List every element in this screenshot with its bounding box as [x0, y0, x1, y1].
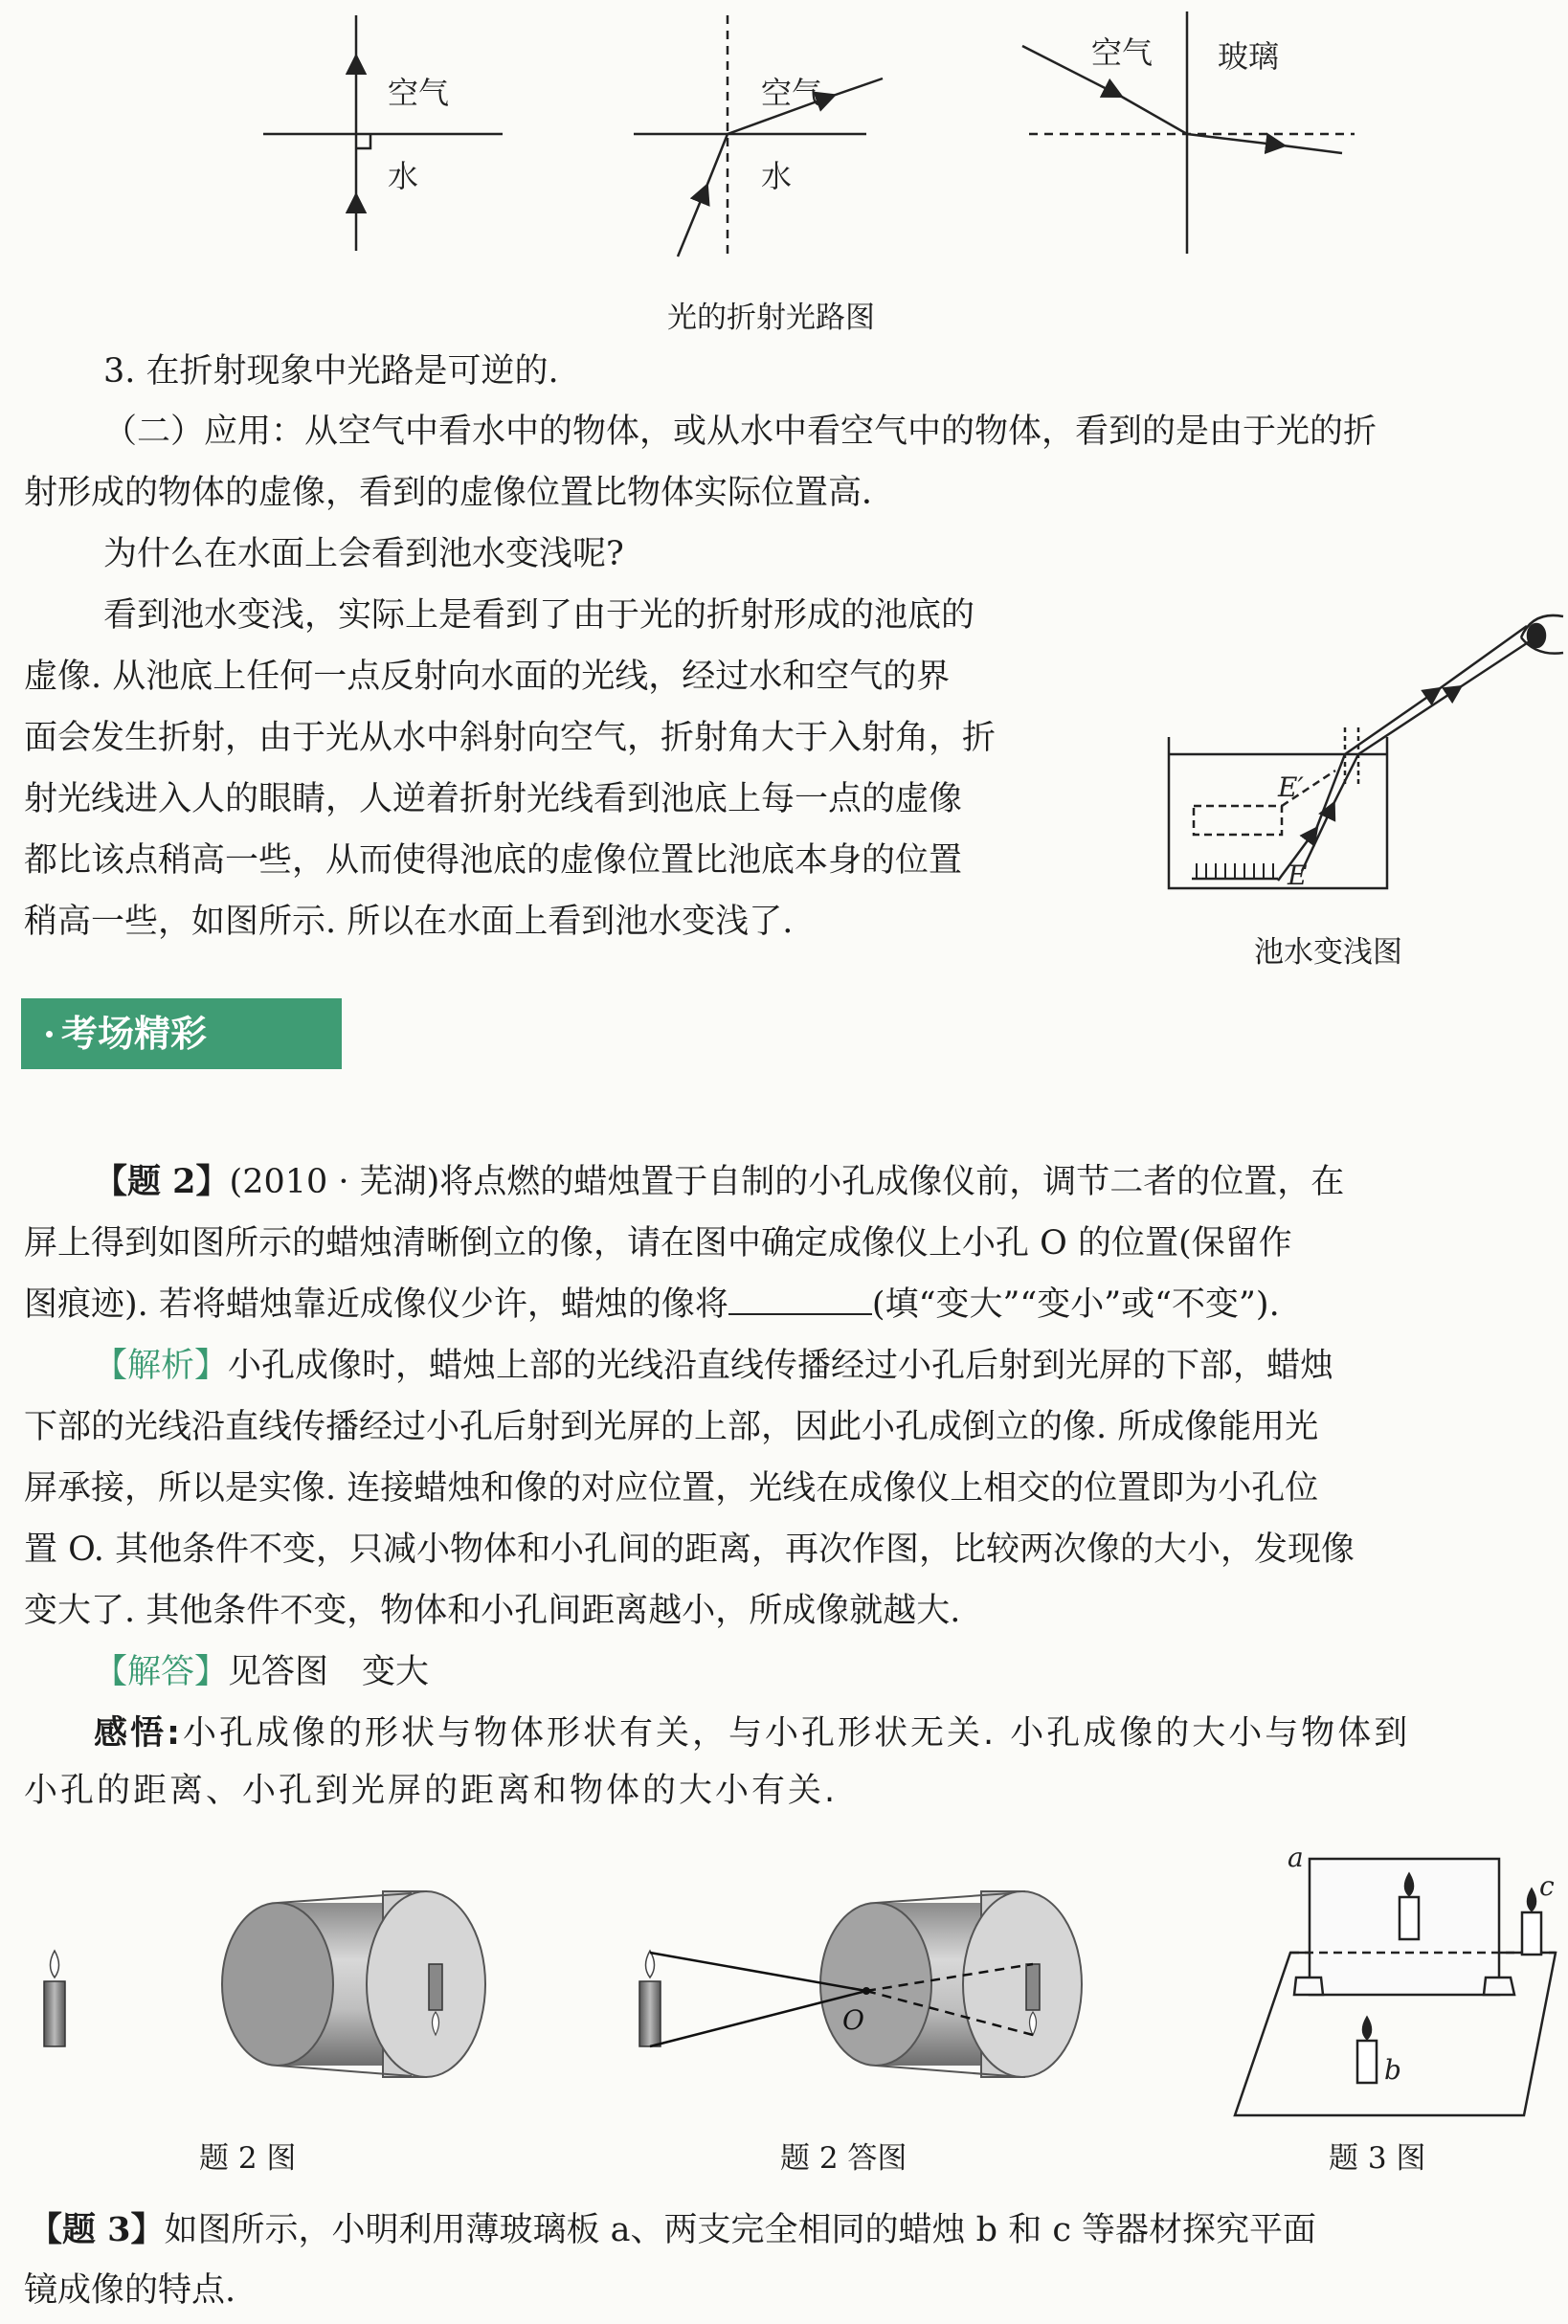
refraction-diagram-glass [1022, 11, 1355, 254]
label-a: a [1288, 1842, 1304, 1873]
answer-blank[interactable] [728, 1285, 872, 1315]
pinhole-point [862, 1987, 870, 1995]
section-title [21, 998, 342, 1069]
analysis-tag: 【解析】 [94, 1347, 229, 1385]
answer-text: 见答图 变大 [228, 1653, 430, 1691]
analysis-line-5: 变大了. 其他条件不变，物体和小孔间距离越小，所成像就越大. [24, 1592, 961, 1630]
application-line-1: （二）应用：从空气中看水中的物体，或从水中看空气中的物体，看到的是由于光的折 [103, 413, 1378, 451]
q2-line-3-options: (填“变大”“变小”或“不变”). [871, 1285, 1280, 1324]
application-line-2: 射形成的物体的虚像，看到的虚像位置比物体实际位置高． [24, 474, 896, 512]
virtual-bottom [1194, 806, 1282, 835]
insight-line-2: 小孔的距离、小孔到光屏的距离和物体的大小有关. [24, 1772, 839, 1810]
d1-air-label: 空气 [388, 75, 450, 111]
eye-icon [1521, 615, 1563, 654]
label-o: O [842, 2004, 864, 2036]
d1-water-label: 水 [388, 158, 419, 194]
d3-air-label: 空气 [1091, 34, 1154, 71]
candle-b [1357, 2018, 1377, 2083]
candle-icon [639, 1951, 661, 2046]
answer-tag: 【解答】 [94, 1653, 229, 1691]
insight-line-1 [94, 1711, 1410, 1755]
label-b: b [1384, 2054, 1401, 2086]
insight-tag: 感悟: [94, 1714, 183, 1753]
q3-figure-caption: 题 3 图 [1329, 2141, 1426, 2176]
label-e: E [1288, 860, 1308, 891]
q2-figure-caption: 题 2 图 [199, 2141, 297, 2176]
bottom-figures [0, 1838, 1568, 2154]
q2-line-2: 屏上得到如图所示的蜡烛清晰倒立的像，请在图中确定成像仪上小孔 O 的位置(保留作 [24, 1224, 1292, 1263]
q3-line-1-text: 如图所示，小明利用薄玻璃板 a、两支完全相同的蜡烛 b 和 c 等器材探究平面 [164, 2211, 1317, 2249]
label-c: c [1539, 1870, 1555, 1902]
refraction-diagram-oblique [634, 15, 883, 257]
analysis-line-2: 下部的光线沿直线传播经过小孔后射到光屏的上部，因此小孔成倒立的像. 所成像能用光 [24, 1408, 1319, 1446]
refraction-diagram-normal [263, 15, 503, 251]
d2-water-label: 水 [761, 158, 793, 194]
q3-line-1 [29, 2208, 1316, 2252]
d3-glass-label: 玻璃 [1218, 38, 1280, 75]
q3-line-2: 镜成像的特点. [24, 2271, 236, 2310]
candle-c-outside [1522, 1889, 1541, 1955]
pinhole-camera [820, 1891, 1082, 2077]
analysis-line-4: 置 O. 其他条件不变，只减小物体和小孔间的距离，再次作图，比较两次像的大小，发现像 [24, 1531, 1355, 1569]
candle-icon [44, 1951, 65, 2046]
analysis-line-1-text: 小孔成像时，蜡烛上部的光线沿直线传播经过小孔后射到光屏的下部，蜡烛 [228, 1347, 1334, 1385]
pool-line-4: 射光线进入人的眼睛，人逆着折射光线看到池底上每一点的虚像 [24, 780, 963, 818]
pool-line-6: 稍高一些，如图所示. 所以在水面上看到池水变浅了. [24, 903, 794, 941]
d2-air-label: 空气 [761, 75, 823, 111]
answer-line [94, 1650, 429, 1694]
refraction-diagrams [0, 0, 1568, 287]
pool-diagram [1154, 603, 1565, 909]
pool-caption: 池水变浅图 [1254, 935, 1402, 970]
pinhole-camera [222, 1891, 485, 2077]
q3-tag: 【题 3】 [29, 2210, 165, 2249]
pool-line-1: 看到池水变浅，实际上是看到了由于光的折射形成的池底的 [103, 596, 975, 635]
point-3: 3. 在折射现象中光路是可逆的. [103, 352, 559, 391]
analysis-line-3: 屏承接，所以是实像. 连接蜡烛和像的对应位置，光线在成像仪上相交的位置即为小孔位 [24, 1469, 1319, 1508]
q2-figure [44, 1891, 485, 2077]
q2-tag: 【题 2】 [94, 1162, 230, 1201]
section-bullet-icon [46, 1031, 53, 1038]
why-question: 为什么在水面上会看到池水变浅呢? [103, 535, 624, 573]
pool-line-2: 虚像. 从池底上任何一点反射向水面的光线，经过水和空气的界 [24, 658, 951, 696]
insight-line-1-text: 小孔成像的形状与物体形状有关，与小孔形状无关. 小孔成像的大小与物体到 [183, 1714, 1411, 1753]
pool-line-5: 都比该点稍高一些，从而使得池底的虚像位置比池底本身的位置 [24, 841, 963, 880]
q2-answer-caption: 题 2 答图 [780, 2141, 907, 2176]
q2-line-1 [94, 1160, 1344, 1204]
analysis-line-1 [94, 1344, 1333, 1388]
refraction-caption: 光的折射光路图 [667, 301, 875, 335]
q2-line-1-text: (2010 · 芜湖)将点燃的蜡烛置于自制的小孔成像仪前，调节二者的位置，在 [229, 1163, 1345, 1201]
q2-line-3 [24, 1283, 1280, 1327]
label-e-prime: E′ [1278, 771, 1304, 803]
section-title-text: 考场精彩 [61, 1013, 208, 1055]
q2-answer-figure [639, 1891, 1082, 2077]
pool-line-3: 面会发生折射，由于光从水中斜射向空气，折射角大于入射角，折 [24, 719, 997, 757]
q2-line-3-text: 图痕迹). 若将蜡烛靠近成像仪少许，蜡烛的像将 [24, 1285, 728, 1324]
